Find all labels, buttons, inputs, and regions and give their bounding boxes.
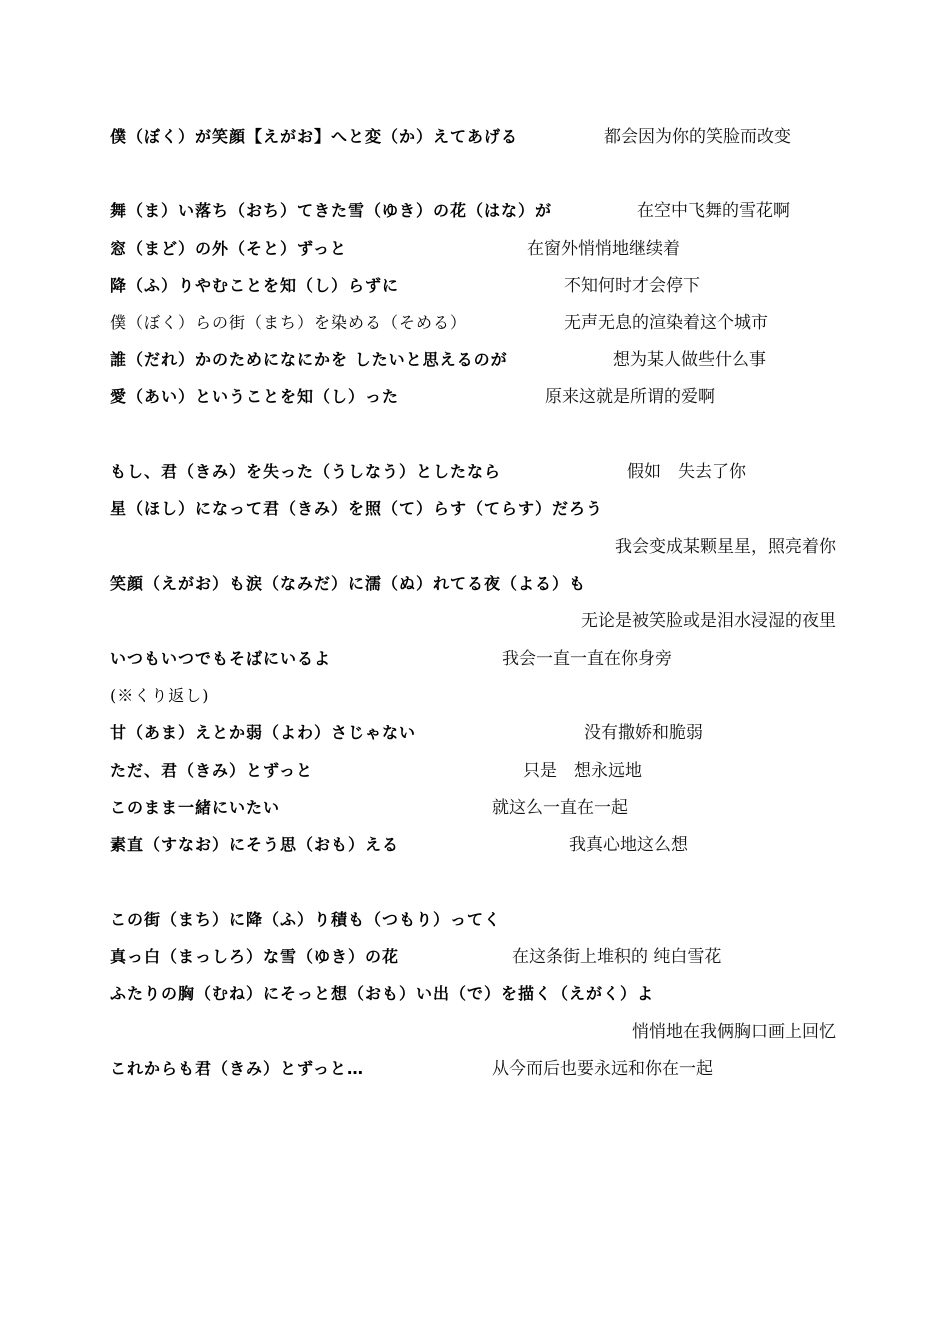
lyric-line (0, 308, 950, 338)
lyric-line (0, 196, 950, 226)
japanese-lyric: ただ、君（きみ）とずっと (110, 761, 314, 780)
chinese-translation: 在窗外悄悄地继续着 (527, 239, 680, 259)
lyric-line (0, 569, 950, 599)
japanese-lyric: 星（ほし）になって君（きみ）を照（て）らす（てらす）だろう (110, 499, 604, 518)
lyric-line (0, 905, 950, 935)
repeat-marker: (※くり返し) (110, 686, 210, 705)
lyric-line (0, 345, 950, 375)
lyric-line (0, 122, 950, 152)
lyric-line (0, 681, 950, 711)
chinese-translation: 从今而后也要永远和你在一起 (492, 1059, 713, 1079)
chinese-translation: 就这么一直在一起 (492, 798, 628, 818)
chinese-translation: 假如 失去了你 (627, 462, 746, 482)
chinese-translation: 悄悄地在我俩胸口画上回忆 (632, 1022, 836, 1042)
japanese-lyric: 窓（まど）の外（そと）ずっと (110, 239, 348, 258)
lyric-line (0, 830, 950, 860)
japanese-lyric: この街（まち）に降（ふ）り積も（つもり）ってく (110, 910, 502, 929)
japanese-lyric: 誰（だれ）かのためになにかを したいと思えるのが (110, 350, 508, 369)
lyric-line (0, 1054, 950, 1084)
chinese-translation: 只是 想永远地 (523, 761, 642, 781)
japanese-lyric: もし、君（きみ）を失った（うしなう）としたなら (110, 462, 502, 481)
chinese-translation: 我会一直一直在你身旁 (502, 649, 672, 669)
lyric-line (0, 644, 950, 674)
lyric-line (0, 793, 950, 823)
lyric-line (0, 606, 950, 636)
japanese-lyric: ふたりの胸（むね）にそっと想（おも）い出（で）を描く（えがく）よ (110, 984, 655, 1003)
japanese-lyric: 降（ふ）りやむことを知（し）らずに (110, 276, 400, 295)
lyric-line (0, 457, 950, 487)
chinese-translation: 在这条街上堆积的 纯白雪花 (512, 947, 722, 967)
japanese-lyric: 真っ白（まっしろ）な雪（ゆき）の花 (110, 947, 400, 966)
japanese-lyric: 舞（ま）い落ち（おち）てきた雪（ゆき）の花（はな）が (110, 201, 553, 220)
chinese-translation: 不知何时才会停下 (564, 276, 700, 296)
chinese-translation: 原来这就是所谓的爱啊 (545, 387, 715, 407)
japanese-lyric: 甘（あま）えとか弱（よわ）さじゃない (110, 723, 417, 742)
japanese-lyric: 笑顔（えがお）も涙（なみだ）に濡（ぬ）れてる夜（よる）も (110, 574, 587, 593)
lyric-line (0, 942, 950, 972)
japanese-lyric: これからも君（きみ）とずっと… (110, 1059, 365, 1078)
japanese-lyric: いつもいつでもそばにいるよ (110, 649, 332, 668)
chinese-translation: 我真心地这么想 (569, 835, 688, 855)
lyric-line (0, 718, 950, 748)
lyric-line (0, 1017, 950, 1047)
chinese-translation: 无声无息的渲染着这个城市 (564, 313, 768, 333)
japanese-lyric: このまま一緒にいたい (110, 798, 281, 817)
japanese-lyric: 僕（ぼく）が笑顔【えがお】へと変（か）えてあげる (110, 127, 519, 146)
chinese-translation: 都会因为你的笑脸而改变 (604, 127, 791, 147)
lyric-line (0, 532, 950, 562)
chinese-translation: 无论是被笑脸或是泪水浸湿的夜里 (581, 611, 836, 631)
lyric-line (0, 756, 950, 786)
chinese-translation: 在空中飞舞的雪花啊 (637, 201, 790, 221)
japanese-lyric: 僕（ぼく）らの街（まち）を染める（そめる） (110, 313, 468, 332)
japanese-lyric: 素直（すなお）にそう思（おも）える (110, 835, 400, 854)
lyric-line (0, 234, 950, 264)
lyric-line (0, 382, 950, 412)
lyric-line (0, 979, 950, 1009)
chinese-translation: 想为某人做些什么事 (613, 350, 766, 370)
chinese-translation: 没有撒娇和脆弱 (584, 723, 703, 743)
lyric-line (0, 271, 950, 301)
chinese-translation: 我会变成某颗星星，照亮着你 (615, 537, 836, 557)
lyric-line (0, 494, 950, 524)
japanese-lyric: 愛（あい）ということを知（し）った (110, 387, 400, 406)
